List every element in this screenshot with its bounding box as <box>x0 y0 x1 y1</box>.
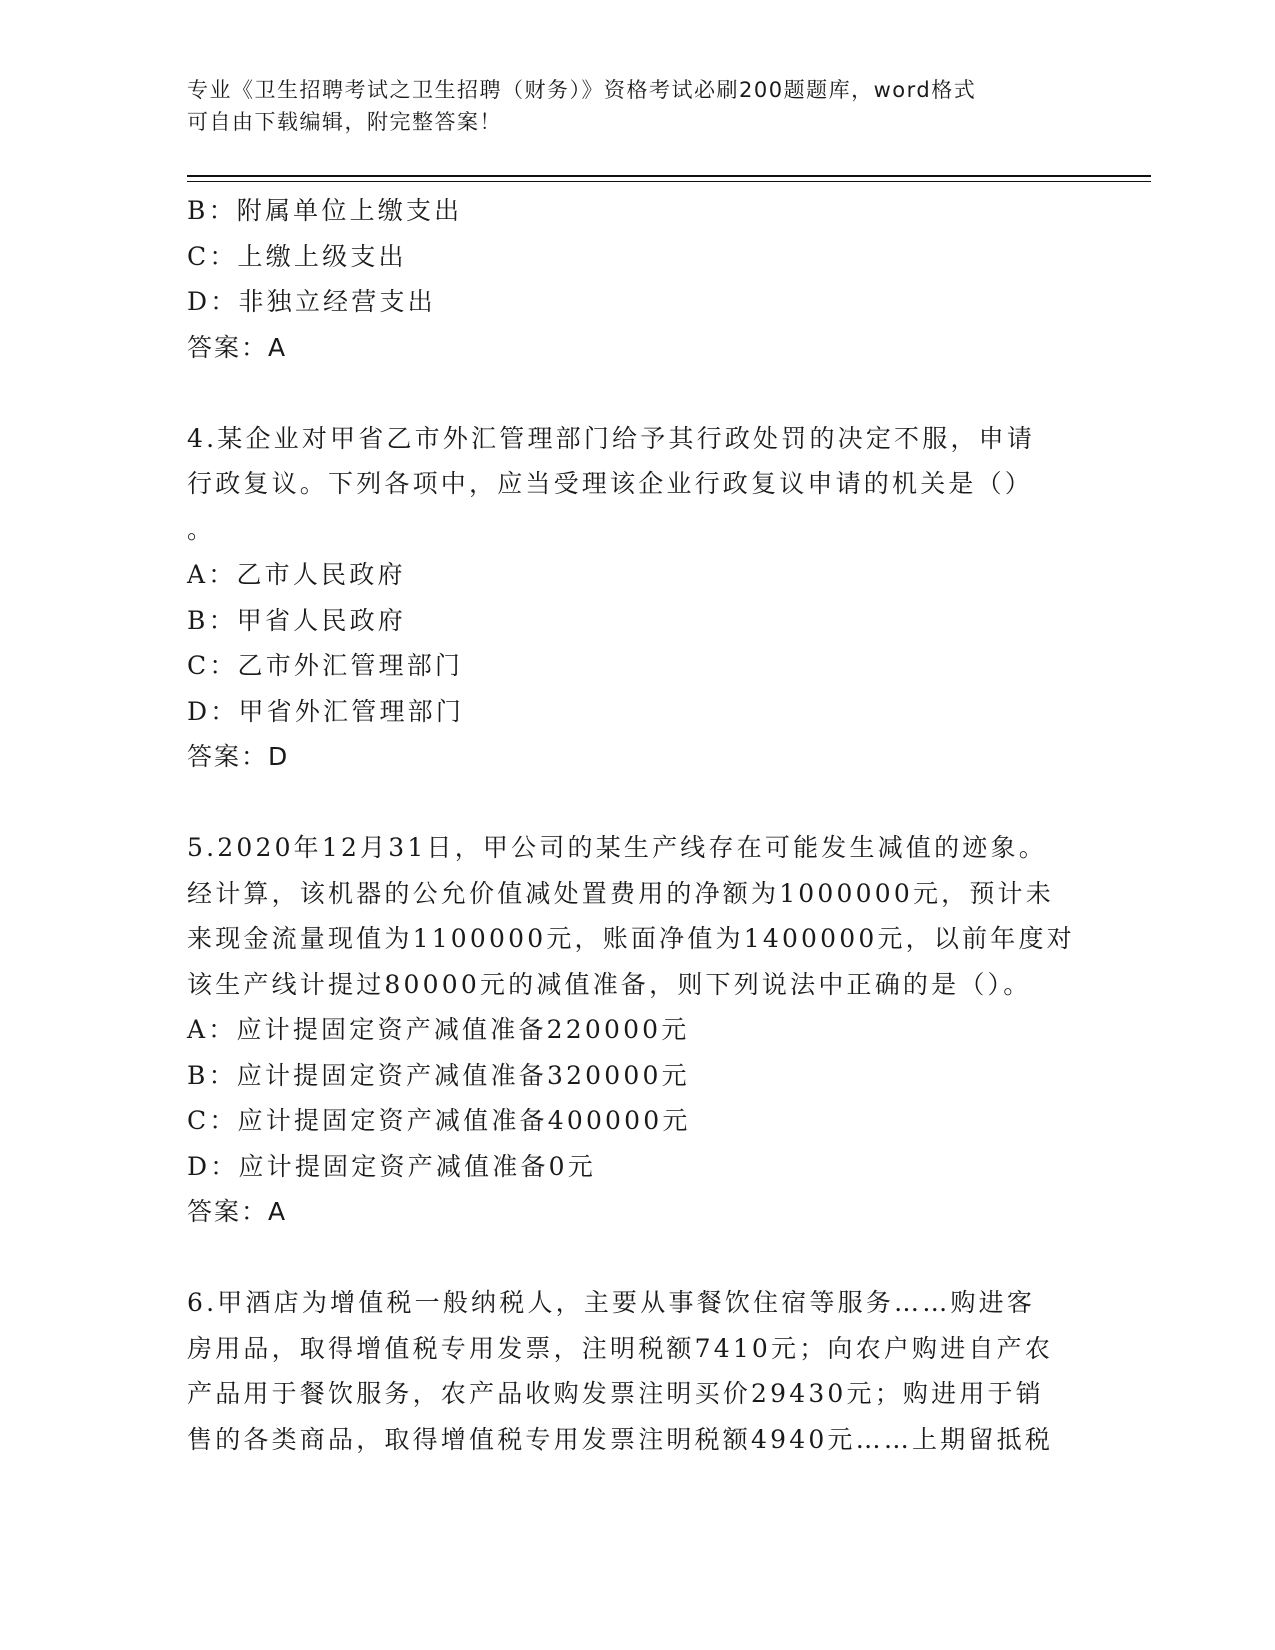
question-stem-line: 售的各类商品，取得增值税专用发票注明税额4940元……上期留抵税 <box>187 1424 1054 1454</box>
option-c: C：上缴上级支出 <box>187 241 407 271</box>
question-spacer <box>187 780 1077 826</box>
option-b: B：甲省人民政府 <box>187 605 406 635</box>
answer-line: 答案：D <box>187 742 290 771</box>
question-spacer <box>187 1235 1077 1281</box>
option-c: C：应计提固定资产减值准备400000元 <box>187 1106 691 1135</box>
option-d: D：应计提固定资产减值准备0元 <box>187 1151 596 1181</box>
option-d: D：甲省外汇管理部门 <box>187 696 465 726</box>
answer-line: 答案：A <box>187 1197 288 1226</box>
answer-line: 答案：A <box>187 332 288 362</box>
option-c: C：乙市外汇管理部门 <box>187 651 464 680</box>
question-6 <box>187 1280 1077 1462</box>
option-a: A：应计提固定资产减值准备220000元 <box>187 1015 690 1044</box>
header-title-line-1: 专业《卫生招聘考试之卫生招聘（财务）》资格考试必刷200题题库，word格式 <box>187 78 977 102</box>
question-stem-line: 经计算，该机器的公允价值减处置费用的净额为1000000元，预计未 <box>187 878 1054 908</box>
header-divider-thick <box>187 175 1151 177</box>
option-b: B：应计提固定资产减值准备320000元 <box>187 1060 690 1090</box>
question-stem-line: 5.2020年12月31日，甲公司的某生产线存在可能发生减值的迹象。 <box>187 833 1047 862</box>
page-header <box>187 74 1067 138</box>
question-stem-line: 来现金流量现值为1100000元，账面净值为1400000元，以前年度对 <box>187 924 1075 953</box>
question-list <box>187 188 1077 1462</box>
header-divider-thin <box>187 181 1151 182</box>
question-stem-line: 。 <box>187 514 216 544</box>
question-spacer <box>187 370 1077 416</box>
header-title-line-2: 可自由下载编辑，附完整答案！ <box>187 110 502 134</box>
question-stem-line: 产品用于餐饮服务，农产品收购发票注明买价29430元；购进用于销 <box>187 1379 1044 1408</box>
question-stem-line: 6.甲酒店为增值税一般纳税人，主要从事餐饮住宿等服务……购进客 <box>187 1288 1036 1317</box>
question-stem-line: 行政复议。下列各项中，应当受理该企业行政复议申请的机关是（） <box>187 469 1034 498</box>
question-5 <box>187 825 1077 1235</box>
question-stem-line: 4.某企业对甲省乙市外汇管理部门给予其行政处罚的决定不服，申请 <box>187 423 1036 453</box>
question-stem-line: 房用品，取得增值税专用发票，注明税额7410元；向农户购进自产农 <box>187 1333 1054 1363</box>
option-d: D：非独立经营支出 <box>187 287 436 316</box>
question-4 <box>187 416 1077 780</box>
question-3-tail <box>187 188 1077 370</box>
option-b: B：附属单位上缴支出 <box>187 196 463 225</box>
question-stem-line: 该生产线计提过80000元的减值准备，则下列说法中正确的是（）。 <box>187 969 1032 999</box>
option-a: A：乙市人民政府 <box>187 560 406 589</box>
